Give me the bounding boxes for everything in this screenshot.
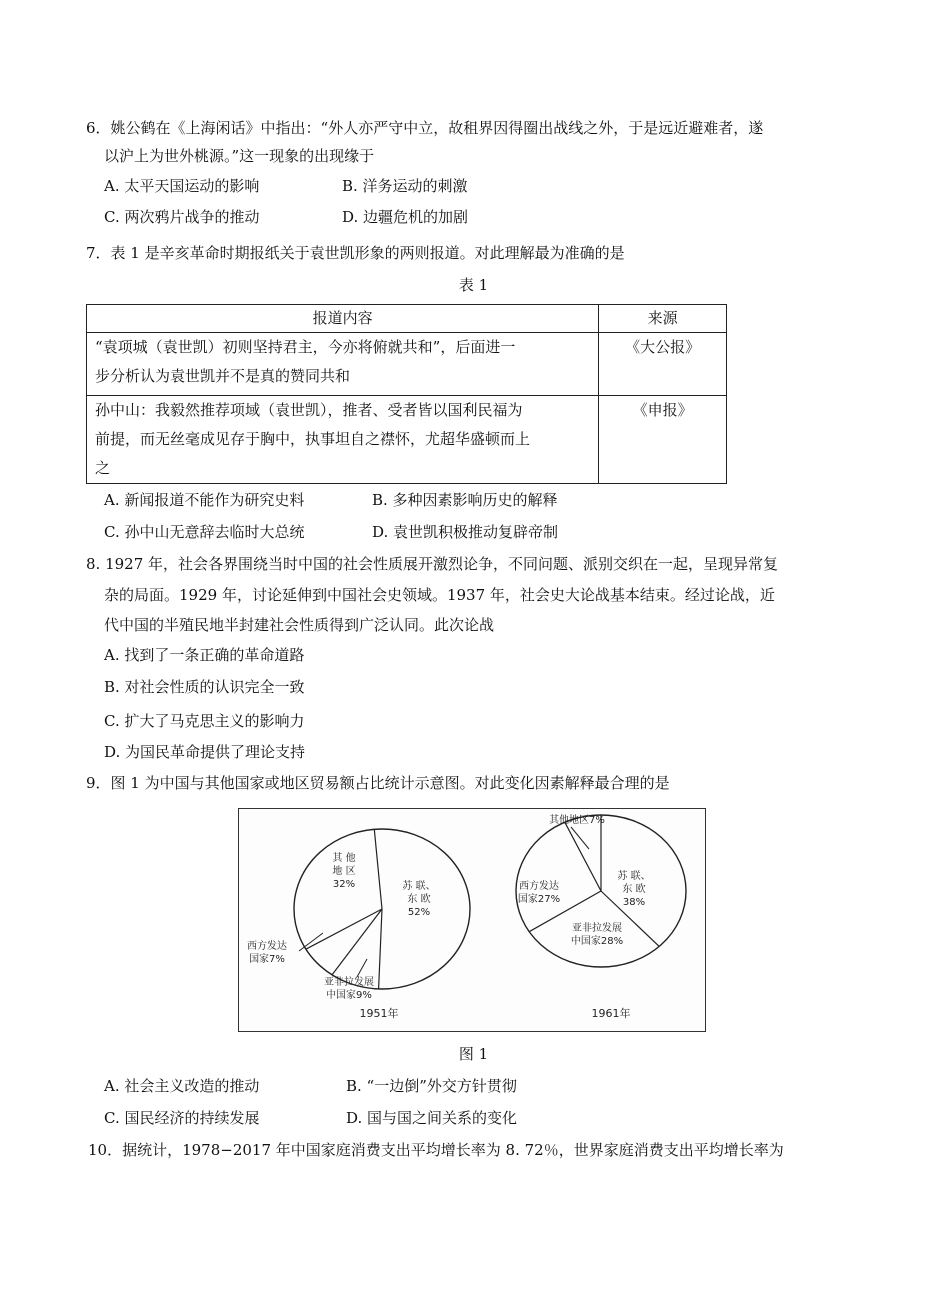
q8-stem-line1: 8. 1927 年，社会各界围绕当时中国的社会性质展开激烈论争，不同问题、派别交织在一起，呈现异常复	[86, 555, 779, 573]
pie-slice-divider	[306, 909, 382, 949]
row2-line2: 前提，而无丝毫成见存于胸中，执事坦自之襟怀，尤超华盛顿而上	[95, 430, 531, 448]
q6-option-c: C. 两次鸦片战争的推动	[104, 208, 260, 226]
q7-stem: 7．表 1 是辛亥革命时期报纸关于袁世凯形象的两则报道。对此理解最为准确的是	[86, 244, 625, 262]
q6-stem-line1: 6．姚公鹤在《上海闲话》中指出：“外人亦严守中立，故租界因得圈出战线之外，于是远近避难者，遂	[86, 119, 764, 137]
pie-slice-divider	[332, 909, 382, 975]
pie-slice-label: 其 他地 区 32%	[332, 853, 356, 890]
report-table	[86, 304, 727, 484]
pie-year-label: 1961年	[591, 1007, 631, 1020]
q9-stem: 9．图 1 为中国与其他国家或地区贸易额占比统计示意图。对此变化因素解释最合理的是	[86, 774, 670, 792]
table-caption: 表 1	[458, 276, 489, 294]
pie-slice-label: 苏 联、东 欧 52%	[402, 881, 436, 918]
pie-slice-label: 亚非拉发展中国家9%	[324, 977, 374, 1001]
row2-content	[87, 396, 599, 484]
pie-slice-divider	[374, 829, 382, 909]
pie-charts	[239, 809, 705, 1031]
q6-option-d: D. 边疆危机的加剧	[342, 208, 469, 226]
q8-option-b: B. 对社会性质的认识完全一致	[104, 678, 305, 696]
q8-option-d: D. 为国民革命提供了理论支持	[104, 743, 306, 761]
q9-option-b: B. “一边倒”外交方针贯彻	[346, 1077, 517, 1095]
pie-slice-label: 苏 联、东 欧 38%	[617, 871, 651, 908]
table-row	[87, 396, 727, 484]
q10-stem-line1: 10．据统计，1978−2017 年中国家庭消费支出平均增长率为 8. 72％，世界家庭消费支出平均增长率为	[88, 1141, 784, 1159]
pie-slice-divider	[565, 822, 601, 891]
trade-pie-figure	[238, 808, 706, 1032]
q8-option-a: A. 找到了一条正确的革命道路	[104, 646, 305, 664]
table-row	[87, 333, 727, 396]
q7-option-d: D. 袁世凯积极推动复辟帝制	[372, 523, 559, 541]
q9-option-d: D. 国与国之间关系的变化	[346, 1109, 518, 1127]
table-header-row	[87, 305, 727, 333]
row1-source: 《大公报》	[599, 333, 727, 396]
q8-option-c: C. 扩大了马克思主义的影响力	[104, 712, 305, 730]
pie-slice-divider	[379, 909, 382, 989]
q6-stem-line2: 以沪上为世外桃源。”这一现象的出现缘于	[104, 147, 375, 165]
header-content: 报道内容	[87, 305, 599, 333]
pie-slice-label: 亚非拉发展中国家28%	[570, 923, 624, 947]
q6-option-b: B. 洋务运动的刺激	[342, 177, 468, 195]
q9-option-c: C. 国民经济的持续发展	[104, 1109, 260, 1127]
q9-option-a: A. 社会主义改造的推动	[104, 1077, 260, 1095]
q7-option-a: A. 新闻报道不能作为研究史料	[104, 491, 305, 509]
row1-line1: “袁项城（袁世凯）初则坚持君主，今亦将俯就共和”，后面进一	[95, 338, 516, 356]
pie-slice-label: 西方发达国家27%	[517, 881, 561, 905]
q7-option-c: C. 孙中山无意辞去临时大总统	[104, 523, 305, 541]
q8-stem-line2: 杂的局面。1929 年，讨论延伸到中国社会史领域。1937 年，社会史大论战基本结束。经过论战，近	[104, 586, 775, 604]
row1-content	[87, 333, 599, 396]
row2-source: 《申报》	[599, 396, 727, 484]
label-leader-line	[357, 959, 367, 977]
q7-option-b: B. 多种因素影响历史的解释	[372, 491, 558, 509]
q8-stem-line3: 代中国的半殖民地半封建社会性质得到广泛认同。此次论战	[104, 616, 495, 634]
row2-line3: 之	[95, 459, 111, 477]
q6-option-a: A. 太平天国运动的影响	[104, 177, 260, 195]
pie-slice-label: 其他地区7%	[549, 815, 605, 826]
row2-line1: 孙中山：我毅然推荐项域（袁世凯），推者、受者皆以国利民福为	[95, 401, 523, 419]
pie-slice-label: 西方发达国家7%	[247, 941, 287, 965]
header-source: 来源	[599, 305, 727, 333]
row1-line2: 步分析认为袁世凯并不是真的赞同共和	[95, 367, 351, 385]
pie-year-label: 1951年	[359, 1007, 399, 1020]
figure-caption: 图 1	[458, 1045, 489, 1063]
